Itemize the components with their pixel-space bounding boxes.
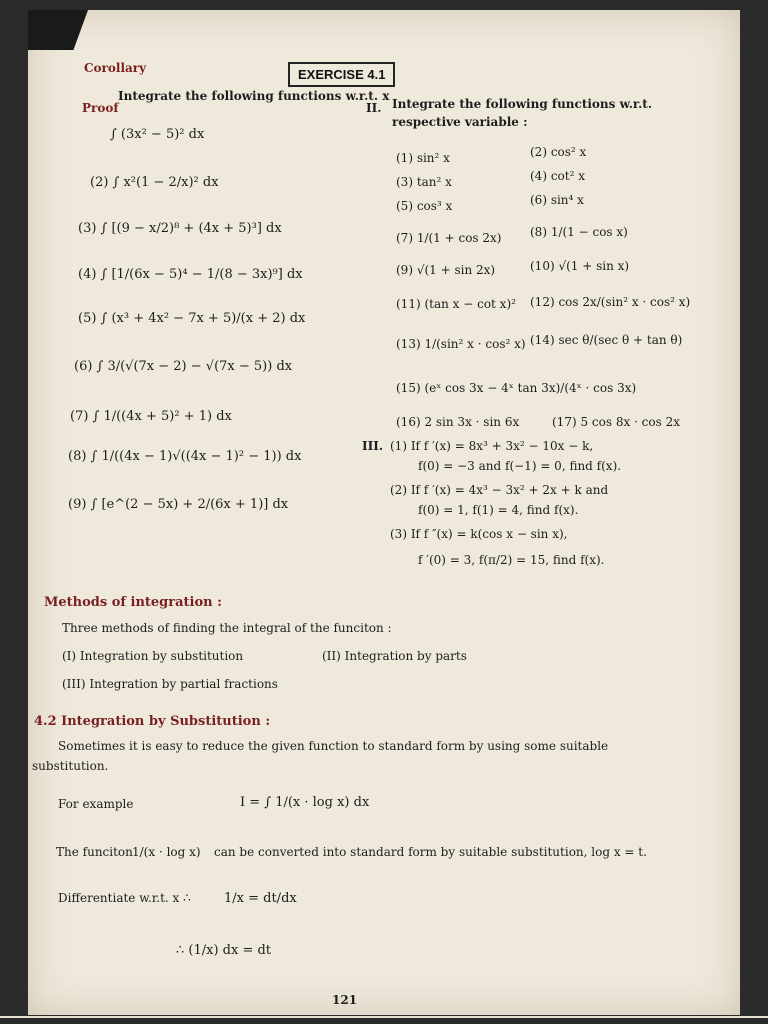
section-iii-item-3a: (3) If f ″(x) = k(cos x − sin x), (390, 527, 568, 541)
exercise-title: EXERCISE 4.1 (288, 62, 395, 87)
section-ii-item-2: (2) cos² x (530, 145, 587, 159)
page-number: 121 (332, 993, 358, 1007)
proof-label: Proof (82, 101, 119, 115)
section-iii-item-2a: (2) If f ′(x) = 4x³ − 3x² + 2x + k and (390, 483, 609, 497)
method-1: (I) Integration by substitution (62, 649, 244, 663)
section-i-item-3: (3) ∫ [(9 − x/2)⁸ + (4x + 5)³] dx (78, 221, 282, 236)
differentiate-equation: 1/x = dt/dx (224, 891, 297, 906)
section-iii-item-3b: f ′(0) = 3, f(π/2) = 15, find f(x). (418, 553, 605, 567)
textbook-page (28, 10, 740, 1015)
section-ii-item-12: (12) cos 2x/(sin² x · cos² x) (530, 295, 691, 309)
section-ii-item-5: (5) cos³ x (396, 199, 453, 213)
function-fraction: 1/(x · log x) (132, 845, 201, 859)
section-i-item-1: ∫ (3x² − 5)² dx (110, 127, 205, 142)
section-ii-item-11: (11) (tan x − cot x)² (396, 297, 516, 311)
section-i-item-6: (6) ∫ 3/(√(7x − 2) − √(7x − 5)) dx (74, 359, 293, 374)
section-i-item-2: (2) ∫ x²(1 − 2/x)² dx (90, 175, 219, 190)
section-iii-item-2b: f(0) = 1, f(1) = 4, find f(x). (418, 503, 579, 517)
method-3: (III) Integration by partial fractions (62, 677, 278, 691)
section-ii-item-17: (17) 5 cos 8x · cos 2x (552, 415, 680, 429)
section-ii-item-4: (4) cot² x (530, 169, 585, 183)
section-ii-heading-2: respective variable : (392, 115, 528, 129)
bottom-edge (0, 1016, 768, 1018)
substitution-para-1: Sometimes it is easy to reduce the given function to standard form by using some suitable (58, 739, 609, 753)
section-ii-item-13: (13) 1/(sin² x · cos² x) (396, 337, 526, 351)
section-ii-item-3: (3) tan² x (396, 175, 452, 189)
substitution-heading: 4.2 Integration by Substitution : (34, 714, 271, 729)
section-ii-item-1: (1) sin² x (396, 151, 450, 165)
section-i-item-5: (5) ∫ (x³ + 4x² − 7x + 5)/(x + 2) dx (78, 311, 306, 326)
section-i-item-9: (9) ∫ [e^(2 − 5x) + 2/(6x + 1)] dx (68, 497, 289, 512)
method-2: (II) Integration by parts (322, 649, 467, 663)
example-equation: I = ∫ 1/(x · log x) dx (240, 795, 370, 810)
section-i-heading: Integrate the following functions w.r.t. x (118, 89, 390, 103)
section-ii-item-10: (10) √(1 + sin x) (530, 259, 630, 273)
section-i-item-8: (8) ∫ 1/((4x − 1)√((4x − 1)² − 1)) dx (68, 449, 302, 464)
methods-intro: Three methods of finding the integral of the funciton : (62, 621, 392, 635)
section-ii-roman: II. (366, 101, 382, 115)
section-iii-item-1b: f(0) = −3 and f(−1) = 0, find f(x). (418, 459, 622, 473)
substitution-para-2: substitution. (32, 759, 109, 773)
methods-heading: Methods of integration : (44, 595, 222, 610)
section-ii-item-8: (8) 1/(1 − cos x) (530, 225, 628, 239)
result-equation: ∴ (1/x) dx = dt (176, 943, 272, 958)
function-text-b: can be converted into standard form by suitable substitution, log x = t. (214, 845, 647, 859)
section-ii-item-6: (6) sin⁴ x (530, 193, 584, 207)
section-ii-item-16: (16) 2 sin 3x · sin 6x (396, 415, 520, 429)
section-ii-heading-1: Integrate the following functions w.r.t. (392, 97, 653, 111)
example-label: For example (58, 797, 134, 811)
section-ii-item-15: (15) (eˣ cos 3x − 4ˣ tan 3x)/(4ˣ · cos 3x) (396, 381, 637, 395)
section-ii-item-9: (9) √(1 + sin 2x) (396, 263, 496, 277)
section-iii-roman: III. (362, 439, 384, 453)
section-i-item-7: (7) ∫ 1/((4x + 5)² + 1) dx (70, 409, 232, 424)
section-i-item-4: (4) ∫ [1/(6x − 5)⁴ − 1/(8 − 3x)⁹] dx (78, 267, 303, 282)
corollary-label: Corollary (84, 61, 147, 75)
section-ii-item-7: (7) 1/(1 + cos 2x) (396, 231, 502, 245)
function-text-a: The funciton (56, 845, 133, 859)
differentiate-label: Differentiate w.r.t. x ∴ (58, 891, 191, 905)
section-iii-item-1a: (1) If f ′(x) = 8x³ + 3x² − 10x − k, (390, 439, 594, 453)
section-ii-item-14: (14) sec θ/(sec θ + tan θ) (530, 333, 683, 347)
